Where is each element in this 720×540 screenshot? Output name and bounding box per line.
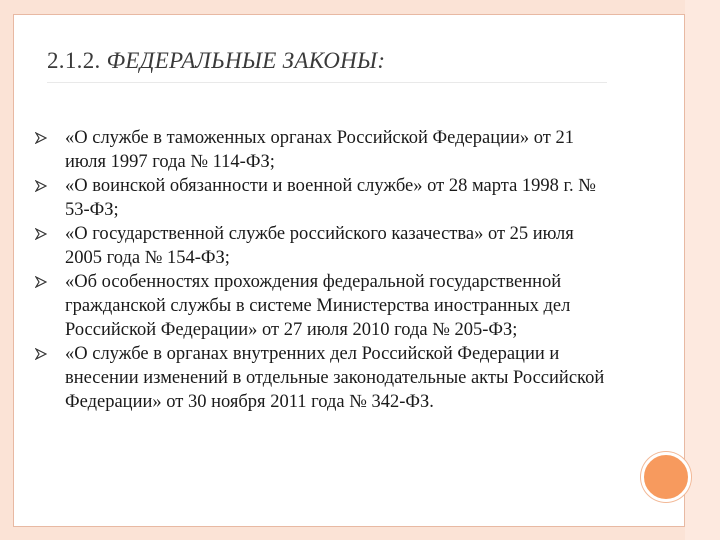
list-item <box>35 222 615 270</box>
list-item-text: «О воинской обязанности и военной службе» от 28 марта 1998 г. № 53-ФЗ; <box>65 176 596 220</box>
list-item-text: «О службе в таможенных органах Российской Федерации» от 21 июля 1997 года № 114-ФЗ; <box>65 128 575 172</box>
list-item-text: «О службе в органах внутренних дел Российской Федерации и внесении изменений в отдельные законодательные акты Российской Федерации» от 30 ноября 2011 года № 342-ФЗ. <box>65 344 605 412</box>
decorative-circle <box>641 452 691 502</box>
arrow-bullet-icon <box>35 228 47 240</box>
slide-title <box>47 48 385 74</box>
title-divider <box>47 82 607 83</box>
arrow-bullet-icon <box>35 276 47 288</box>
arrow-bullet-icon <box>35 132 47 144</box>
law-list <box>35 126 615 414</box>
arrow-bullet-icon <box>35 348 47 360</box>
list-item <box>35 126 615 174</box>
slide-side-band <box>685 0 720 540</box>
list-item <box>35 174 615 222</box>
title-heading: ФЕДЕРАЛЬНЫЕ ЗАКОНЫ: <box>106 48 386 73</box>
title-number: 2.1.2. <box>47 48 101 73</box>
list-item-text: «Об особенностях прохождения федеральной государственной гражданской службы в системе Министерства иностранных дел Российской Федерации» от 27 июля 2010 года № 205-ФЗ; <box>65 272 571 340</box>
arrow-bullet-icon <box>35 180 47 192</box>
list-item-text: «О государственной службе российского казачества» от 25 июля 2005 года № 154-ФЗ; <box>65 224 574 268</box>
list-item <box>35 270 615 342</box>
list-item <box>35 342 615 414</box>
